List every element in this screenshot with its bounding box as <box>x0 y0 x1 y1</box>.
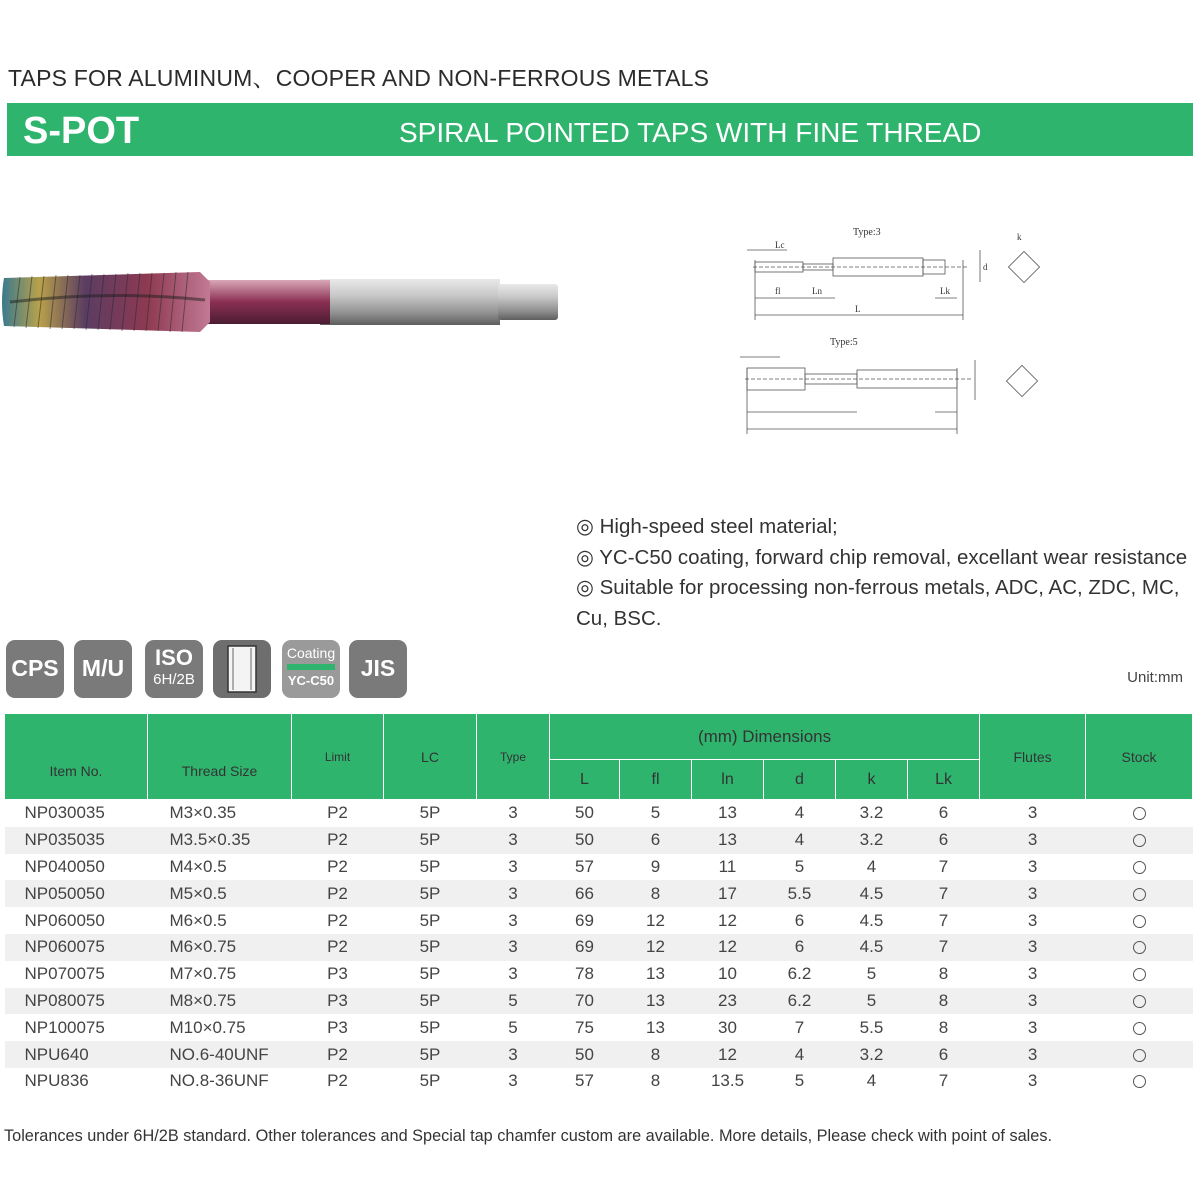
cell-k: 5 <box>836 961 908 988</box>
cell-l: 75 <box>550 1014 620 1041</box>
cell-item: NP035035 <box>5 827 148 854</box>
cell-d: 4 <box>764 800 836 827</box>
cell-type: 3 <box>477 961 550 988</box>
cell-type: 3 <box>477 907 550 934</box>
header-thread: Thread Size <box>148 714 292 800</box>
cell-k: 4.5 <box>836 934 908 961</box>
cell-limit: P3 <box>292 1014 384 1041</box>
header-item: Item No. <box>5 714 148 800</box>
header-limit: Limit <box>292 714 384 800</box>
cell-stock <box>1086 1041 1193 1068</box>
cell-k: 4.5 <box>836 880 908 907</box>
cell-limit: P2 <box>292 827 384 854</box>
cell-fl: 8 <box>620 1068 692 1095</box>
cell-item: NPU640 <box>5 1041 148 1068</box>
cell-stock <box>1086 854 1193 881</box>
footnote: Tolerances under 6H/2B standard. Other tolerances and Special tap chamfer custom are available. More details, Please check with point of sales. <box>4 1127 1052 1145</box>
cell-flutes: 3 <box>980 961 1086 988</box>
cell-type: 5 <box>477 1014 550 1041</box>
cell-lc: 5P <box>384 854 477 881</box>
cell-ln: 12 <box>692 934 764 961</box>
cell-stock <box>1086 907 1193 934</box>
cell-l: 70 <box>550 988 620 1015</box>
cell-lc: 5P <box>384 880 477 907</box>
cell-flutes: 3 <box>980 1041 1086 1068</box>
stock-available-icon <box>1133 861 1146 874</box>
cell-item: NP060050 <box>5 907 148 934</box>
feature-list <box>576 512 1191 634</box>
cell-type: 3 <box>477 854 550 881</box>
cell-stock <box>1086 988 1193 1015</box>
cell-l: 50 <box>550 827 620 854</box>
cell-lk: 8 <box>908 1014 980 1041</box>
cell-fl: 12 <box>620 907 692 934</box>
table-row <box>5 961 1193 988</box>
cps-badge: CPS <box>6 640 64 698</box>
lk-label: Lk <box>940 286 950 296</box>
cell-limit: P2 <box>292 880 384 907</box>
header-k: k <box>836 760 908 800</box>
table-row <box>5 1068 1193 1095</box>
cell-l: 69 <box>550 907 620 934</box>
cell-flutes: 3 <box>980 1068 1086 1095</box>
cell-thread: M10×0.75 <box>148 1014 292 1041</box>
cell-thread: NO.8-36UNF <box>148 1068 292 1095</box>
cell-thread: M6×0.5 <box>148 907 292 934</box>
cell-type: 5 <box>477 988 550 1015</box>
mu-badge: M/U <box>74 640 132 698</box>
cell-ln: 10 <box>692 961 764 988</box>
banner-subtitle: SPIRAL POINTED TAPS WITH FINE THREAD <box>399 117 982 148</box>
spec-table-body <box>5 800 1193 1095</box>
cell-ln: 12 <box>692 907 764 934</box>
header-lk: Lk <box>908 760 980 800</box>
cell-fl: 8 <box>620 1041 692 1068</box>
cell-limit: P3 <box>292 961 384 988</box>
cell-flutes: 3 <box>980 854 1086 881</box>
cell-stock <box>1086 880 1193 907</box>
cell-limit: P2 <box>292 1068 384 1095</box>
table-row <box>5 988 1193 1015</box>
cell-ln: 13.5 <box>692 1068 764 1095</box>
cell-d: 6 <box>764 907 836 934</box>
cell-limit: P3 <box>292 988 384 1015</box>
category-title: TAPS FOR ALUMINUM、COOPER AND NON-FERROUS METALS <box>8 65 710 91</box>
tap-product-image <box>0 262 565 342</box>
cell-thread: M7×0.75 <box>148 961 292 988</box>
cell-d: 4 <box>764 827 836 854</box>
cell-lk: 6 <box>908 1041 980 1068</box>
cell-limit: P2 <box>292 907 384 934</box>
stock-available-icon <box>1133 1049 1146 1062</box>
cell-lc: 5P <box>384 800 477 827</box>
title-banner <box>7 103 1193 156</box>
cell-lk: 7 <box>908 907 980 934</box>
stock-available-icon <box>1133 807 1146 820</box>
cell-stock <box>1086 1068 1193 1095</box>
cell-k: 5.5 <box>836 1014 908 1041</box>
cell-lc: 5P <box>384 1068 477 1095</box>
cell-lk: 6 <box>908 800 980 827</box>
cell-lk: 7 <box>908 934 980 961</box>
cell-d: 5 <box>764 854 836 881</box>
cell-fl: 6 <box>620 827 692 854</box>
l-label: L <box>855 304 861 314</box>
table-row <box>5 907 1193 934</box>
cell-item: NP070075 <box>5 961 148 988</box>
cell-limit: P2 <box>292 934 384 961</box>
cell-type: 3 <box>477 880 550 907</box>
header-L: L <box>550 760 620 800</box>
cell-stock <box>1086 961 1193 988</box>
cell-flutes: 3 <box>980 934 1086 961</box>
table-row <box>5 1014 1193 1041</box>
cell-limit: P2 <box>292 1041 384 1068</box>
table-row <box>5 854 1193 881</box>
cell-k: 4 <box>836 854 908 881</box>
cell-l: 57 <box>550 854 620 881</box>
cell-flutes: 3 <box>980 800 1086 827</box>
cell-ln: 23 <box>692 988 764 1015</box>
cell-d: 7 <box>764 1014 836 1041</box>
cell-stock <box>1086 934 1193 961</box>
cell-fl: 9 <box>620 854 692 881</box>
cell-flutes: 3 <box>980 880 1086 907</box>
cell-lk: 7 <box>908 1068 980 1095</box>
header-lc: LC <box>384 714 477 800</box>
cell-flutes: 3 <box>980 988 1086 1015</box>
cell-flutes: 3 <box>980 827 1086 854</box>
cell-l: 50 <box>550 800 620 827</box>
cell-item: NPU836 <box>5 1068 148 1095</box>
cell-lc: 5P <box>384 934 477 961</box>
stock-available-icon <box>1133 1075 1146 1088</box>
cell-d: 6.2 <box>764 961 836 988</box>
stock-available-icon <box>1133 995 1146 1008</box>
cell-fl: 5 <box>620 800 692 827</box>
cell-thread: M3×0.35 <box>148 800 292 827</box>
type3-label: Type:3 <box>853 227 881 238</box>
spec-table <box>4 713 1193 1095</box>
cell-fl: 13 <box>620 1014 692 1041</box>
cell-thread: M5×0.5 <box>148 880 292 907</box>
cell-k: 4 <box>836 1068 908 1095</box>
table-row <box>5 800 1193 827</box>
table-row <box>5 934 1193 961</box>
cell-item: NP030035 <box>5 800 148 827</box>
cell-lk: 8 <box>908 961 980 988</box>
header-type: Type <box>477 714 550 800</box>
cell-lc: 5P <box>384 1014 477 1041</box>
cell-fl: 13 <box>620 988 692 1015</box>
coating-badge: Coating YC-C50 <box>282 640 340 698</box>
cell-ln: 13 <box>692 827 764 854</box>
d-label: d <box>983 262 988 272</box>
stock-available-icon <box>1133 941 1146 954</box>
cell-item: NP050050 <box>5 880 148 907</box>
cell-lc: 5P <box>384 1041 477 1068</box>
cell-fl: 8 <box>620 880 692 907</box>
header-flutes: Flutes <box>980 714 1086 800</box>
cell-thread: M8×0.75 <box>148 988 292 1015</box>
cell-ln: 30 <box>692 1014 764 1041</box>
cell-type: 3 <box>477 1068 550 1095</box>
cell-type: 3 <box>477 800 550 827</box>
cell-lk: 6 <box>908 827 980 854</box>
cell-d: 5.5 <box>764 880 836 907</box>
cell-thread: M3.5×0.35 <box>148 827 292 854</box>
cell-stock <box>1086 827 1193 854</box>
fl-label: fl <box>775 286 781 296</box>
cell-ln: 13 <box>692 800 764 827</box>
iso-badge: ISO 6H/2B <box>145 640 203 698</box>
cell-ln: 17 <box>692 880 764 907</box>
lc-label: Lc <box>775 240 785 250</box>
header-fl: fl <box>620 760 692 800</box>
cell-d: 6 <box>764 934 836 961</box>
cell-fl: 12 <box>620 934 692 961</box>
cell-ln: 11 <box>692 854 764 881</box>
header-d: d <box>764 760 836 800</box>
cell-lc: 5P <box>384 988 477 1015</box>
cell-l: 50 <box>550 1041 620 1068</box>
stock-available-icon <box>1133 915 1146 928</box>
model-name: S-POT <box>23 110 140 152</box>
feature-item: ◎ YC-C50 coating, forward chip removal, excellant wear resistance <box>576 545 1188 569</box>
dimension-diagram <box>735 220 1065 445</box>
table-row <box>5 827 1193 854</box>
cell-k: 3.2 <box>836 800 908 827</box>
stock-available-icon <box>1133 834 1146 847</box>
stock-available-icon <box>1133 1022 1146 1035</box>
cell-lc: 5P <box>384 907 477 934</box>
cell-d: 4 <box>764 1041 836 1068</box>
cell-lc: 5P <box>384 827 477 854</box>
cell-l: 78 <box>550 961 620 988</box>
tap-shape-icon <box>213 640 271 698</box>
cell-l: 66 <box>550 880 620 907</box>
cell-thread: NO.6-40UNF <box>148 1041 292 1068</box>
ln-label: Ln <box>812 286 822 296</box>
cell-fl: 13 <box>620 961 692 988</box>
cell-item: NP040050 <box>5 854 148 881</box>
cell-ln: 12 <box>692 1041 764 1068</box>
cell-limit: P2 <box>292 800 384 827</box>
cell-lc: 5P <box>384 961 477 988</box>
feature-item: ◎ Suitable for processing non-ferrous metals, ADC, AC, ZDC, MC, Cu, BSC. <box>576 576 1180 630</box>
cell-stock <box>1086 800 1193 827</box>
cell-flutes: 3 <box>980 907 1086 934</box>
cell-k: 3.2 <box>836 1041 908 1068</box>
unit-label: Unit:mm <box>1127 669 1183 686</box>
cell-k: 5 <box>836 988 908 1015</box>
header-stock: Stock <box>1086 714 1193 800</box>
k-label: k <box>1017 232 1022 242</box>
table-row <box>5 1041 1193 1068</box>
cell-lk: 8 <box>908 988 980 1015</box>
cell-l: 69 <box>550 934 620 961</box>
cell-stock <box>1086 1014 1193 1041</box>
cell-item: NP060075 <box>5 934 148 961</box>
cell-k: 3.2 <box>836 827 908 854</box>
cell-flutes: 3 <box>980 1014 1086 1041</box>
stock-available-icon <box>1133 968 1146 981</box>
cell-type: 3 <box>477 934 550 961</box>
cell-thread: M4×0.5 <box>148 854 292 881</box>
cell-l: 57 <box>550 1068 620 1095</box>
cell-type: 3 <box>477 1041 550 1068</box>
cell-limit: P2 <box>292 854 384 881</box>
stock-available-icon <box>1133 888 1146 901</box>
cell-thread: M6×0.75 <box>148 934 292 961</box>
table-row <box>5 880 1193 907</box>
cell-d: 5 <box>764 1068 836 1095</box>
cell-type: 3 <box>477 827 550 854</box>
cell-lk: 7 <box>908 854 980 881</box>
cell-k: 4.5 <box>836 907 908 934</box>
cell-d: 6.2 <box>764 988 836 1015</box>
jis-badge: JIS <box>349 640 407 698</box>
cell-item: NP100075 <box>5 1014 148 1041</box>
header-dimensions: (mm) Dimensions <box>550 714 980 760</box>
type5-label: Type:5 <box>830 337 858 348</box>
cell-item: NP080075 <box>5 988 148 1015</box>
cell-lk: 7 <box>908 880 980 907</box>
feature-item: ◎ High-speed steel material; <box>576 515 838 538</box>
header-ln: ln <box>692 760 764 800</box>
